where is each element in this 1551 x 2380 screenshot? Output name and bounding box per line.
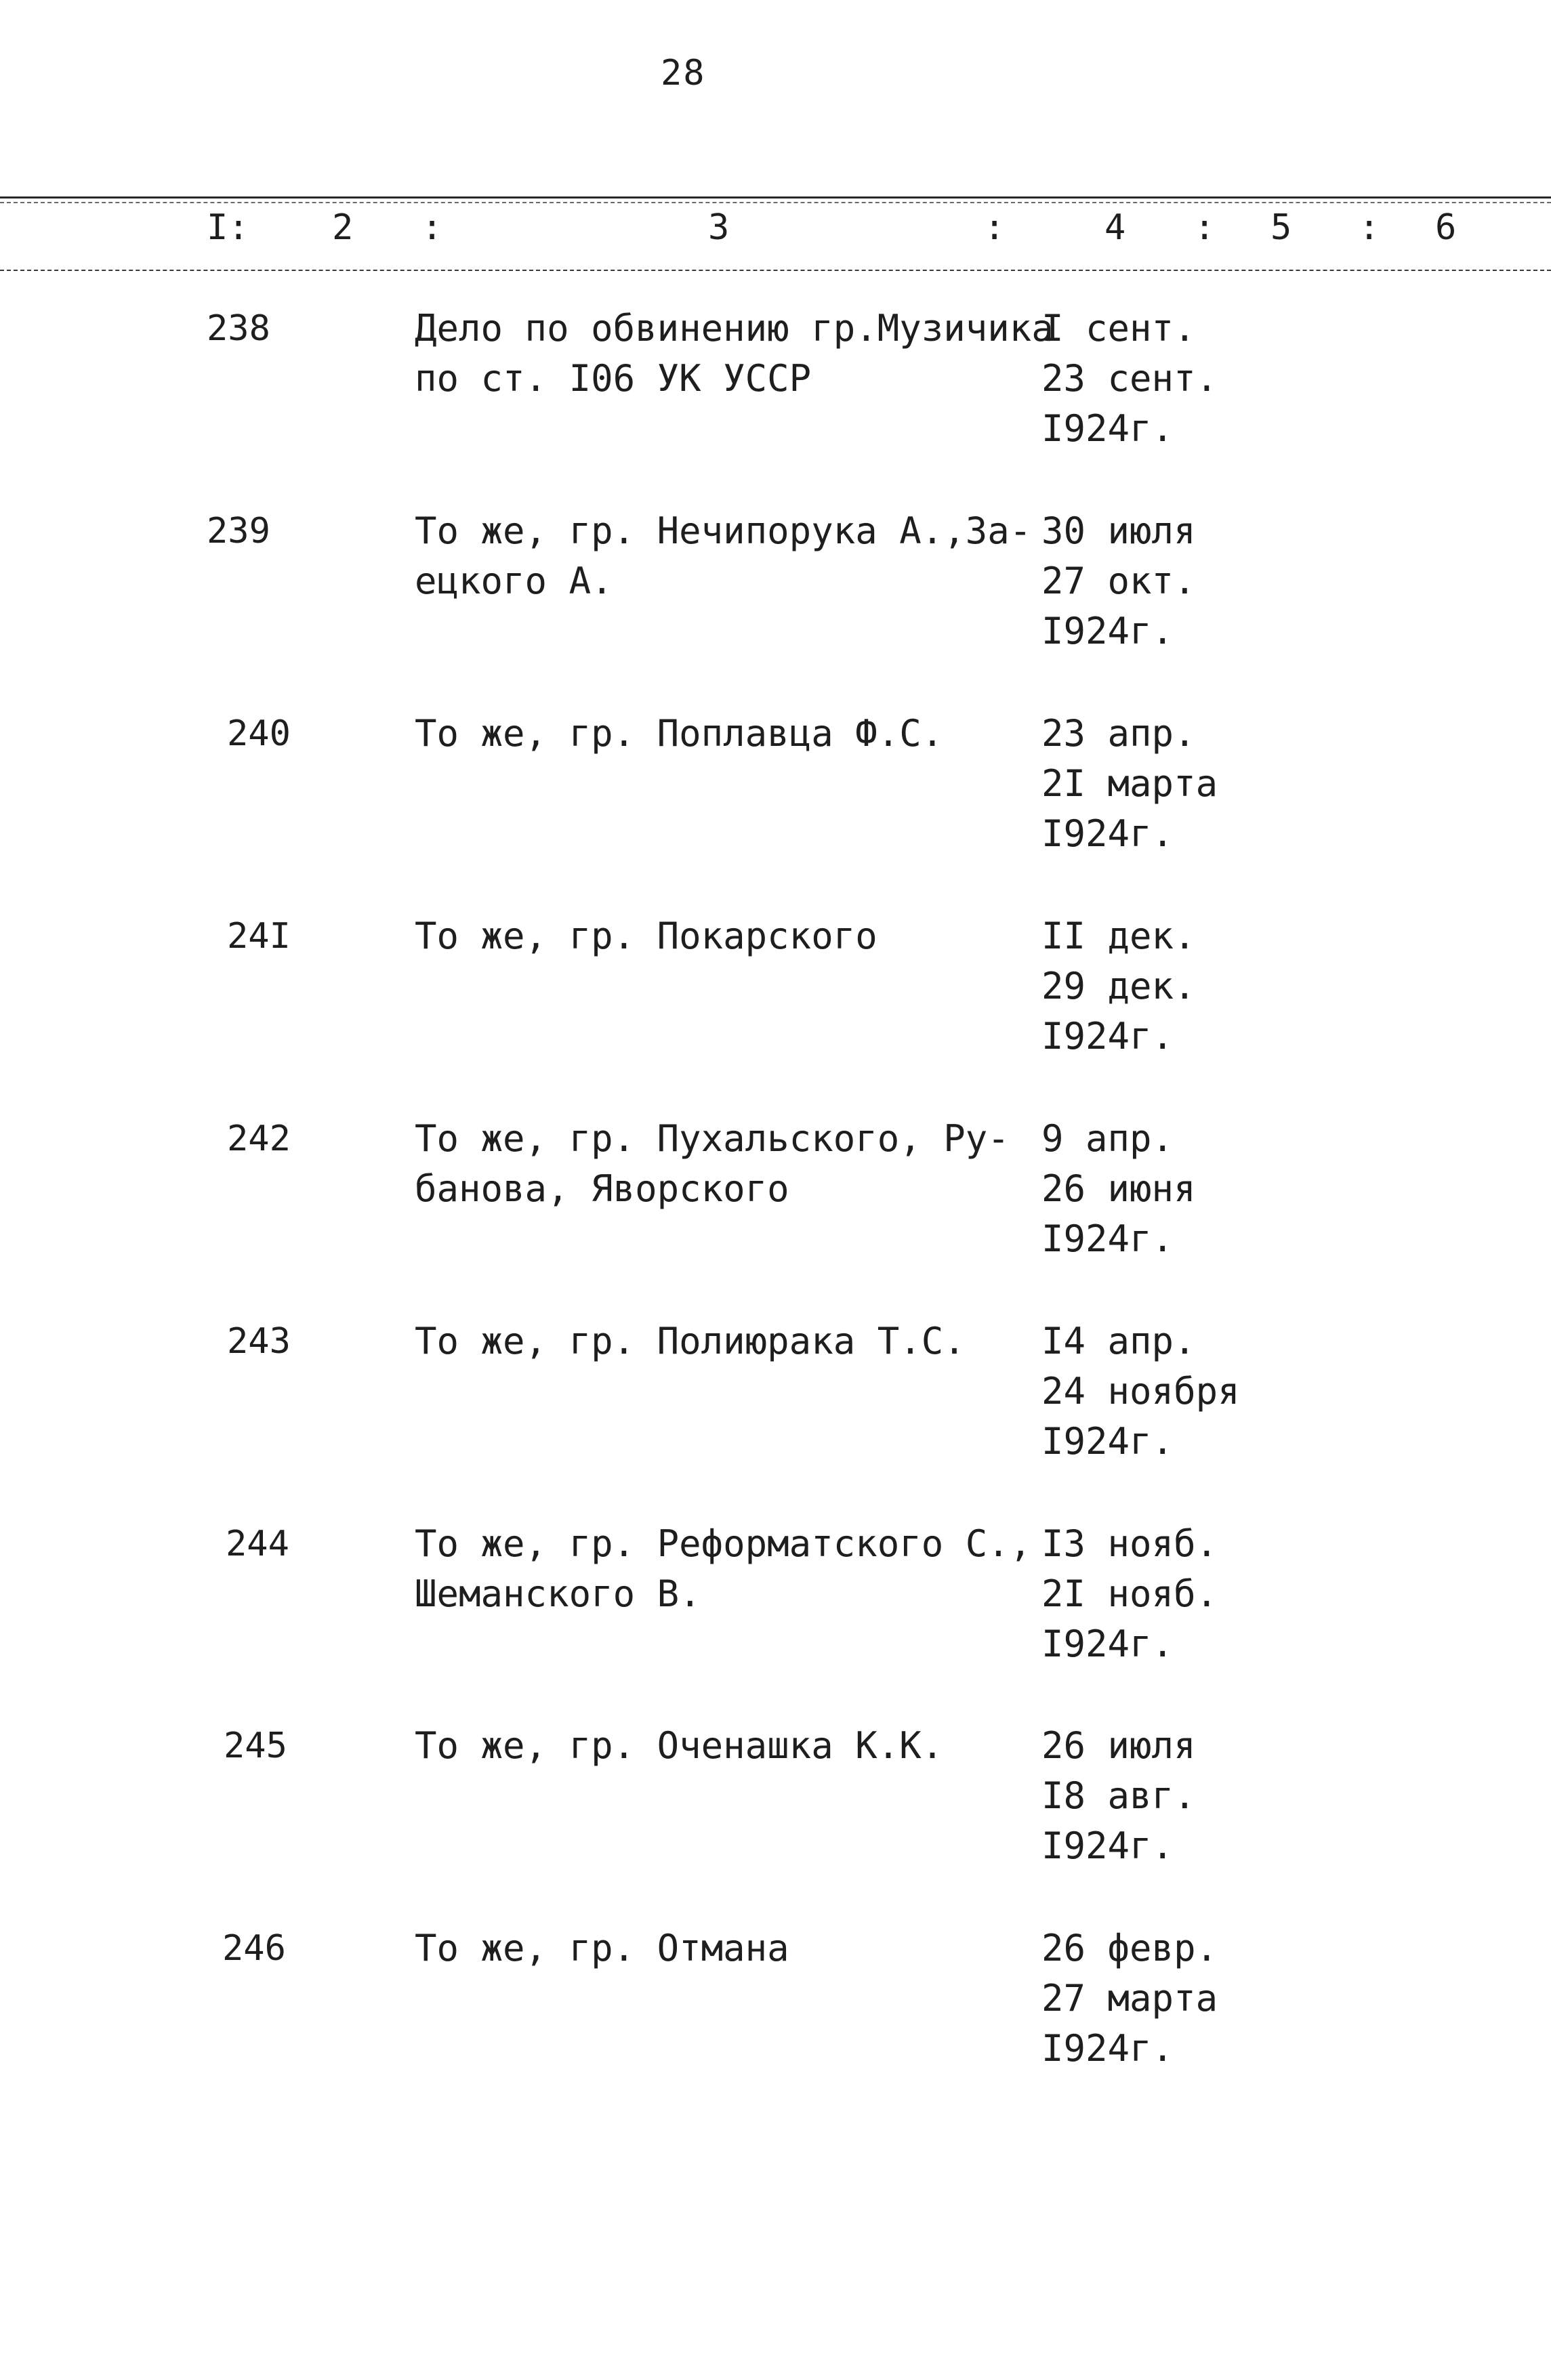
- page-number: 28: [661, 53, 706, 93]
- date-end: 2I нояб.: [1041, 1572, 1218, 1615]
- case-number: 246: [222, 1928, 286, 1969]
- case-number: 244: [226, 1524, 289, 1564]
- date-year: I924г.: [1041, 1217, 1174, 1260]
- header-separator: :: [1359, 207, 1380, 248]
- date-end: 2I марта: [1041, 762, 1218, 805]
- case-dates: [1041, 1923, 1326, 2074]
- case-description: [415, 1114, 1025, 1214]
- date-start: 23 апр.: [1041, 712, 1196, 755]
- date-end: 27 марта: [1041, 1977, 1218, 2020]
- description-line: То же, гр. Пухальского, Ру-: [415, 1117, 1010, 1160]
- date-end: 26 июня: [1041, 1167, 1196, 1210]
- date-end: 24 ноября: [1041, 1370, 1240, 1413]
- description-line: То же, гр. Реформатского С.,: [415, 1522, 1032, 1565]
- header-col-6: 6: [1435, 207, 1457, 248]
- date-start: 26 февр.: [1041, 1927, 1218, 1969]
- date-start: 9 апр.: [1041, 1117, 1174, 1160]
- case-dates: [1041, 304, 1326, 454]
- date-start: I сент.: [1041, 307, 1196, 350]
- case-dates: [1041, 1519, 1326, 1669]
- table-top-rule: [0, 196, 1551, 199]
- date-end: 27 окт.: [1041, 560, 1196, 602]
- description-line: ецкого А.: [415, 560, 613, 602]
- header-col-2: 2: [332, 207, 354, 248]
- description-line: банова, Яворского: [415, 1167, 789, 1210]
- date-end: 29 дек.: [1041, 965, 1196, 1007]
- case-description: [415, 1519, 1032, 1619]
- header-separator: :: [984, 207, 1006, 248]
- description-line: То же, гр. Покарского: [415, 915, 877, 957]
- case-number: 24I: [227, 916, 291, 957]
- date-year: I924г.: [1041, 812, 1174, 855]
- date-year: I924г.: [1041, 2027, 1174, 2070]
- date-start: 26 июля: [1041, 1724, 1196, 1767]
- description-line: То же, гр. Поплавца Ф.С.: [415, 712, 944, 755]
- header-separator: :: [421, 207, 443, 248]
- case-description: [415, 506, 1032, 606]
- date-year: I924г.: [1041, 1623, 1174, 1665]
- date-end: I8 авг.: [1041, 1774, 1196, 1817]
- case-dates: [1041, 506, 1326, 656]
- date-year: I924г.: [1041, 1824, 1174, 1867]
- case-number: 239: [207, 511, 270, 551]
- description-line: по ст. I06 УК УССР: [415, 357, 812, 400]
- header-separator: :: [1194, 207, 1216, 248]
- case-dates: [1041, 1316, 1326, 1467]
- case-number: 245: [224, 1726, 287, 1766]
- header-col-4: 4: [1104, 207, 1126, 248]
- case-description: [415, 709, 1025, 759]
- description-line: То же, гр. Полиюрака Т.С.: [415, 1320, 966, 1362]
- case-dates: [1041, 911, 1326, 1062]
- case-dates: [1041, 1114, 1326, 1264]
- date-end: 23 сент.: [1041, 357, 1218, 400]
- header-col-1: I:: [207, 207, 249, 248]
- date-year: I924г.: [1041, 610, 1174, 652]
- case-description: [415, 304, 1054, 404]
- date-start: II дек.: [1041, 915, 1196, 957]
- date-start: 30 июля: [1041, 509, 1196, 552]
- table-header-rule: [0, 270, 1551, 271]
- case-number: 243: [227, 1321, 291, 1362]
- case-dates: [1041, 709, 1326, 859]
- date-start: I3 нояб.: [1041, 1522, 1218, 1565]
- case-description: [415, 1721, 1025, 1771]
- header-col-5: 5: [1270, 207, 1292, 248]
- description-line: То же, гр. Нечипорука А.,За-: [415, 509, 1032, 552]
- case-number: 240: [227, 713, 291, 754]
- description-line: То же, гр. Оченашка К.К.: [415, 1724, 944, 1767]
- case-number: 238: [207, 308, 270, 349]
- date-year: I924г.: [1041, 1420, 1174, 1463]
- case-description: [415, 1316, 1025, 1366]
- description-line: Шеманского В.: [415, 1572, 701, 1615]
- description-line: То же, гр. Отмана: [415, 1927, 789, 1969]
- case-description: [415, 911, 1025, 961]
- description-line: Дело по обвинению гр.Музичика: [415, 307, 1054, 350]
- case-dates: [1041, 1721, 1326, 1871]
- table-header: [0, 203, 1551, 264]
- date-year: I924г.: [1041, 407, 1174, 450]
- date-year: I924г.: [1041, 1015, 1174, 1058]
- case-description: [415, 1923, 1025, 1974]
- header-col-3: 3: [708, 207, 730, 248]
- date-start: I4 апр.: [1041, 1320, 1196, 1362]
- case-number: 242: [227, 1119, 291, 1159]
